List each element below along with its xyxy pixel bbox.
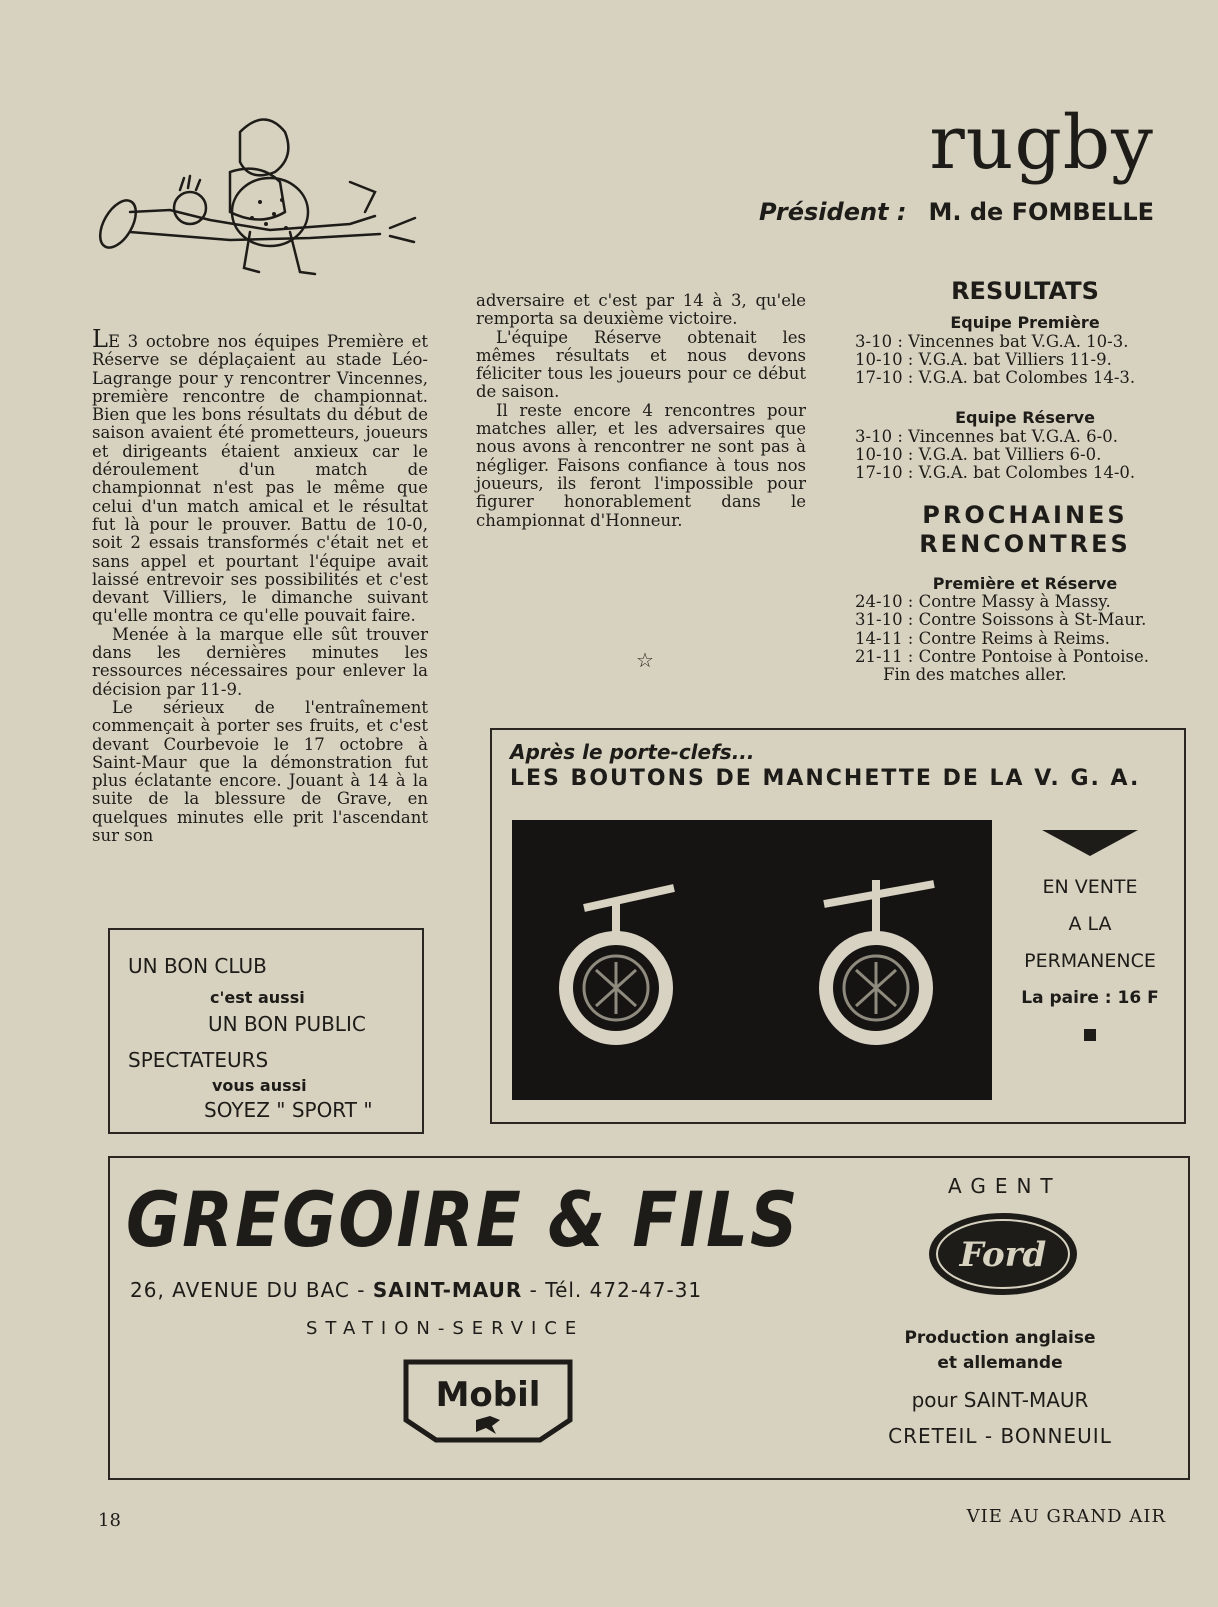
result-row: 10-10 : V.G.A. bat Villiers 11-9. [855, 349, 1112, 369]
sale-info: EN VENTE A LA PERMANENCE La paire : 16 F [1002, 830, 1178, 1054]
next-heading: PROCHAINES RENCONTRES [919, 500, 1131, 558]
fixture-row: 31-10 : Contre Soissons à St-Maur. [855, 610, 1147, 630]
article-paragraph: Il reste encore 4 rencontres pour matches aller, et les adversaires que nous avons à rencontrer ne sont pas à négliger. Faisons confiance à tous nos joueurs, ils feront l'impossible pour figurer honorablement dans le championnat d'Honneur. [476, 400, 806, 530]
article-column-2 [476, 292, 806, 530]
star-icon: ☆ [636, 648, 654, 672]
article-paragraph: LE 3 octobre nos équipes Première et Réserve se déplaçaient au stade Léo-Lagrange pour y rencontrer Vincennes, première rencontre de championnat. Bien que les bons résultats du début de saison avaient été prometteurs, joueurs et dirigeants étaient anxieux car le déroulement d'un match de championnat n'est pas le même que celui d'un match amical et le résultat fut là pour le prouver. Battu de 10-0, soit 2 essais transformés c'était net et sans appel et pourtant l'équipe avait laissé entrevoir ses possibilités et c'est devant Villiers, le dimanche suivant qu'elle montra ce qu'elle pouvait faire. [92, 325, 428, 626]
results-heading: RESULTATS [951, 277, 1099, 305]
reserve-title: Equipe Réserve [955, 408, 1095, 428]
club-slogan-box: UN BON CLUB c'est aussi UN BON PUBLIC SPECTATEURS vous aussi SOYEZ " SPORT " [108, 928, 424, 1134]
agent-label: AGENT [948, 1174, 1062, 1198]
drop-cap: L [92, 325, 108, 353]
article-paragraph: L'équipe Réserve obtenait les mêmes résultats et nous devons féliciter tous les joueurs pour ce début de saison. [476, 327, 806, 402]
square-bullet-icon [1084, 1029, 1096, 1041]
city-line-2: CRETEIL - BONNEUIL [888, 1424, 1112, 1448]
rugby-player-cartoon-icon [90, 112, 420, 282]
fixture-row: 14-11 : Contre Reims à Reims. [855, 628, 1111, 648]
ad-title: LES BOUTONS DE MANCHETTE DE LA V. G. A. [510, 766, 1141, 791]
article-paragraph: adversaire et c'est par 14 à 3, qu'ele remporta sa deuxième victoire. [476, 291, 806, 329]
cufflinks-ad [490, 728, 1186, 1124]
results-panel [855, 277, 1195, 685]
president-line [759, 198, 1154, 226]
fixture-footer: Fin des matches aller. [883, 665, 1067, 685]
fixture-row: 24-10 : Contre Massy à Massy. [855, 591, 1111, 611]
premiere-title: Equipe Première [950, 313, 1100, 333]
address-line: 26, AVENUE DU BAC - SAINT-MAUR - Tél. 472-47-31 [130, 1278, 703, 1302]
article-paragraph: Menée à la marque elle sût trouver dans les dernières minutes les ressources nécessaires pour enlever la décision par 11-9. [92, 624, 428, 699]
president-label: Président : [759, 198, 907, 226]
price-label: La paire : 16 F [1021, 988, 1159, 1008]
magazine-name: VIE AU GRAND AIR [966, 1506, 1166, 1527]
article-paragraph: Le sérieux de l'entraînement commençait à porter ses fruits, et c'est devant Courbevoie le 17 octobre à Saint-Maur que la démonstration fut plus éclatante encore. Jouant à 14 à la suite de la blessure de Grave, en quelques minutes elle prit l'ascendant sur son [92, 697, 428, 846]
mobil-logo-text: Mobil [435, 1375, 541, 1415]
president-name: M. de FOMBELLE [928, 198, 1154, 226]
city-line-1: pour SAINT-MAUR [911, 1388, 1089, 1412]
gregoire-ad [108, 1156, 1190, 1480]
result-row: 17-10 : V.G.A. bat Colombes 14-3. [855, 368, 1136, 388]
service-label: STATION-SERVICE [306, 1318, 585, 1339]
page-number: 18 [98, 1510, 121, 1531]
ford-logo-text: Ford [959, 1235, 1047, 1275]
result-row: 3-10 : Vincennes bat V.G.A. 10-3. [855, 331, 1129, 351]
cufflinks-photo-icon [512, 820, 992, 1100]
brand-logo: GREGOIRE & FILS [126, 1176, 800, 1265]
next-title: Première et Réserve [932, 573, 1118, 593]
production-label: Production anglaise et allemande [904, 1328, 1096, 1373]
ford-logo-icon [926, 1210, 1080, 1298]
mobil-logo-icon [400, 1358, 576, 1444]
ad-kicker: Après le porte-clefs... [510, 740, 755, 764]
article-column-1 [92, 325, 428, 846]
result-row: 10-10 : V.G.A. bat Villiers 6-0. [855, 445, 1102, 465]
result-row: 17-10 : V.G.A. bat Colombes 14-0. [855, 463, 1136, 483]
fixture-row: 21-11 : Contre Pontoise à Pontoise. [855, 646, 1150, 666]
result-row: 3-10 : Vincennes bat V.G.A. 6-0. [855, 426, 1118, 446]
section-title: rugby [929, 100, 1154, 186]
chevron-down-icon [1042, 830, 1138, 856]
